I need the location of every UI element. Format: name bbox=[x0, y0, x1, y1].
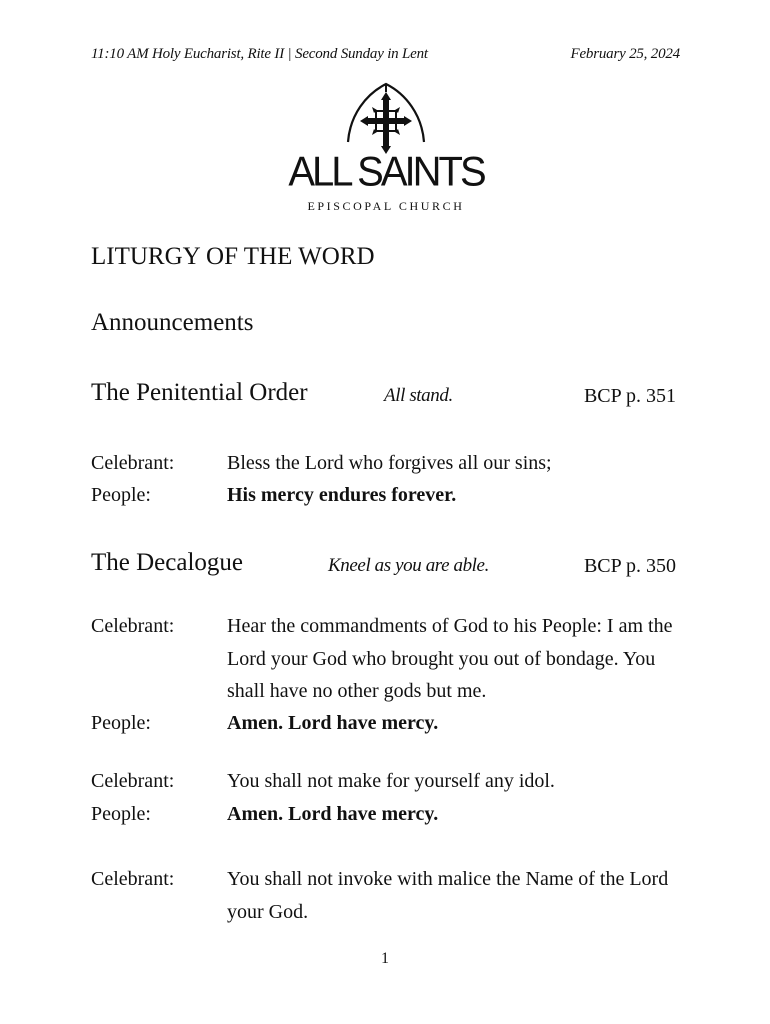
decalogue-reference: BCP p. 350 bbox=[583, 555, 676, 577]
decalogue-row bbox=[91, 550, 680, 580]
dialogue-line bbox=[91, 610, 681, 708]
decalogue-rubric: Kneel as you are able. bbox=[328, 555, 489, 576]
dialogue-text: You shall not invoke with malice the Name of the Lord your God. bbox=[227, 868, 669, 923]
dialogue-response: His mercy endures forever. bbox=[227, 484, 457, 506]
penitential-order-row bbox=[91, 380, 680, 410]
role-label: People: bbox=[91, 712, 151, 734]
church-subtitle: EPISCOPAL CHURCH bbox=[307, 199, 465, 213]
dialogue-line bbox=[91, 863, 681, 929]
dialogue-text: Bless the Lord who forgives all our sins; bbox=[227, 452, 552, 474]
role-label: Celebrant: bbox=[91, 770, 175, 792]
running-header bbox=[91, 46, 680, 68]
dialogue-line bbox=[91, 765, 681, 798]
penitential-order-rubric: All stand. bbox=[384, 385, 453, 406]
dialogue-text: You shall not make for yourself any idol. bbox=[227, 770, 555, 792]
section-announcements-heading: Announcements bbox=[91, 309, 254, 336]
dialogue-response: Amen. Lord have mercy. bbox=[227, 712, 439, 734]
dialogue-line bbox=[91, 447, 681, 480]
role-label: Celebrant: bbox=[91, 868, 175, 890]
church-name: ALL SAINTS bbox=[288, 148, 484, 196]
role-label: Celebrant: bbox=[91, 452, 175, 474]
service-date: February 25, 2024 bbox=[570, 46, 680, 62]
dialogue-line bbox=[91, 707, 681, 740]
dialogue-line bbox=[91, 479, 681, 512]
penitential-order-title: The Penitential Order bbox=[91, 379, 308, 406]
section-liturgy-heading: LITURGY OF THE WORD bbox=[91, 243, 375, 270]
service-title: 11:10 AM Holy Eucharist, Rite II | Second Sunday in Lent bbox=[91, 46, 428, 62]
dialogue-response: Amen. Lord have mercy. bbox=[227, 803, 439, 825]
dialogue-line bbox=[91, 798, 681, 831]
page-number: 1 bbox=[381, 950, 389, 967]
dialogue-text: Hear the commandments of God to his People: I am the Lord your God who brought you out of bondage. You shall have no other gods but me. bbox=[227, 615, 673, 702]
role-label: Celebrant: bbox=[91, 615, 175, 637]
decalogue-title: The Decalogue bbox=[91, 549, 244, 576]
role-label: People: bbox=[91, 803, 151, 825]
role-label: People: bbox=[91, 484, 151, 506]
penitential-order-reference: BCP p. 351 bbox=[583, 385, 676, 407]
church-logo bbox=[280, 80, 492, 216]
